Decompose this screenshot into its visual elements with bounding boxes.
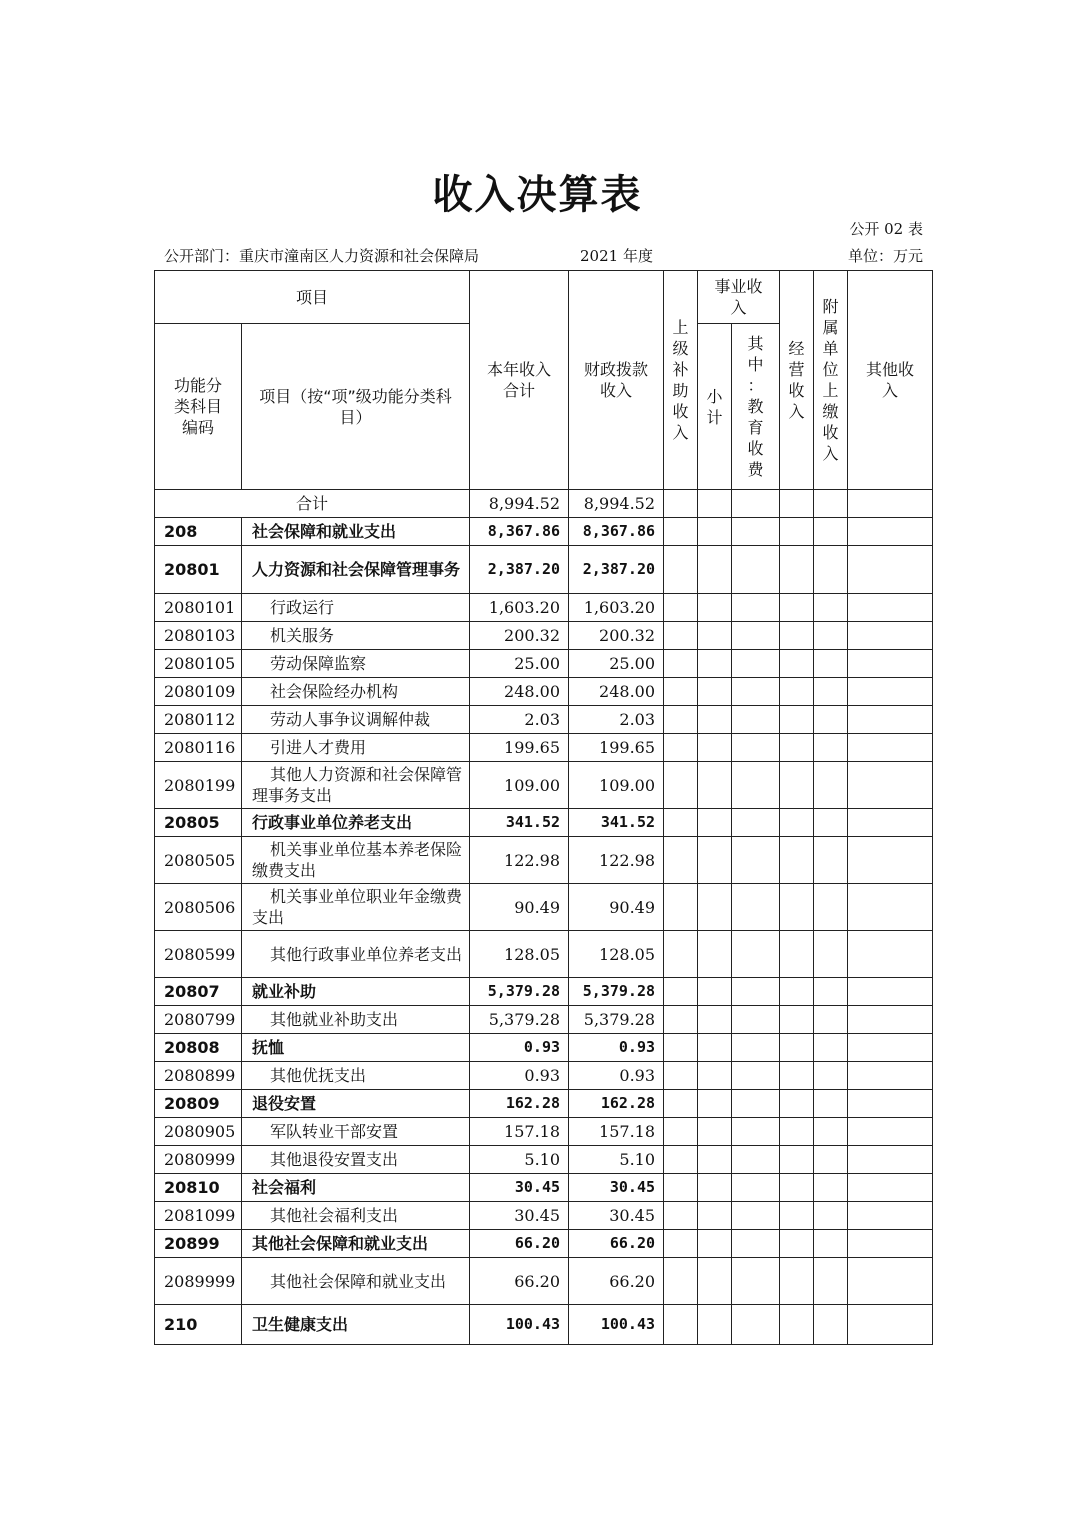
empty-cell	[780, 762, 814, 809]
row-total-income: 5.10	[470, 1146, 569, 1174]
empty-cell	[698, 1146, 732, 1174]
row-code: 2080116	[155, 734, 242, 762]
row-total-income: 66.20	[470, 1258, 569, 1305]
empty-cell	[732, 931, 780, 978]
row-code: 208	[155, 518, 242, 546]
empty-cell	[732, 1174, 780, 1202]
row-name: 卫生健康支出	[242, 1305, 470, 1345]
empty-cell	[848, 837, 933, 884]
empty-cell	[814, 1118, 848, 1146]
empty-cell	[664, 1258, 698, 1305]
empty-cell	[698, 1305, 732, 1345]
row-name: 其他社会福利支出	[242, 1202, 470, 1230]
row-name: 军队转业干部安置	[242, 1118, 470, 1146]
row-total-income: 1,603.20	[470, 594, 569, 622]
empty-cell	[698, 1062, 732, 1090]
empty-cell	[732, 1230, 780, 1258]
total-label: 合计	[155, 490, 470, 518]
row-fiscal: 25.00	[569, 650, 664, 678]
table-row	[155, 884, 933, 931]
empty-cell	[698, 978, 732, 1006]
empty-cell	[780, 1090, 814, 1118]
row-code: 2080505	[155, 837, 242, 884]
empty-cell	[664, 809, 698, 837]
empty-cell	[780, 1258, 814, 1305]
empty-cell	[814, 1202, 848, 1230]
table-row	[155, 1305, 933, 1345]
row-total-income: 0.93	[470, 1034, 569, 1062]
row-fiscal: 5,379.28	[569, 978, 664, 1006]
row-code: 2080103	[155, 622, 242, 650]
row-total-income: 30.45	[470, 1174, 569, 1202]
row-code: 2080199	[155, 762, 242, 809]
row-fiscal: 5.10	[569, 1146, 664, 1174]
empty-cell	[780, 1006, 814, 1034]
empty-cell	[848, 884, 933, 931]
row-code: 2080109	[155, 678, 242, 706]
row-total-income: 2.03	[470, 706, 569, 734]
row-name: 其他人力资源和社会保障管理事务支出	[242, 762, 470, 809]
row-code: 2080105	[155, 650, 242, 678]
row-name: 就业补助	[242, 978, 470, 1006]
row-total-income: 30.45	[470, 1202, 569, 1230]
table-row	[155, 1006, 933, 1034]
empty-cell	[848, 978, 933, 1006]
empty-cell	[814, 678, 848, 706]
row-fiscal: 1,603.20	[569, 594, 664, 622]
row-name: 社会福利	[242, 1174, 470, 1202]
row-total-income: 109.00	[470, 762, 569, 809]
empty-cell	[848, 1006, 933, 1034]
row-code: 20801	[155, 546, 242, 594]
row-name: 社会保障和就业支出	[242, 518, 470, 546]
empty-cell	[698, 1034, 732, 1062]
row-fiscal: 2.03	[569, 706, 664, 734]
row-total-income: 128.05	[470, 931, 569, 978]
empty-cell	[814, 978, 848, 1006]
empty-cell	[848, 1174, 933, 1202]
income-table	[154, 270, 933, 1345]
row-fiscal: 66.20	[569, 1230, 664, 1258]
empty-cell	[848, 762, 933, 809]
empty-cell	[848, 1062, 933, 1090]
empty-cell	[664, 1146, 698, 1174]
empty-cell	[732, 837, 780, 884]
header-fiscal: 财政拨款收入	[569, 271, 664, 490]
empty-cell	[698, 734, 732, 762]
empty-cell	[732, 622, 780, 650]
empty-cell	[814, 762, 848, 809]
empty-cell	[698, 678, 732, 706]
table-row	[155, 978, 933, 1006]
empty-cell	[780, 678, 814, 706]
row-total-income: 157.18	[470, 1118, 569, 1146]
header-project: 项目	[155, 271, 470, 324]
empty-cell	[848, 1034, 933, 1062]
header-total-income: 本年收入合计	[470, 271, 569, 490]
table-row	[155, 931, 933, 978]
row-fiscal: 128.05	[569, 931, 664, 978]
empty-cell	[848, 1258, 933, 1305]
empty-cell	[664, 518, 698, 546]
header-code: 功能分类科目编码	[155, 324, 242, 490]
row-fiscal: 157.18	[569, 1118, 664, 1146]
empty-cell	[664, 931, 698, 978]
row-fiscal: 5,379.28	[569, 1006, 664, 1034]
empty-cell	[780, 1034, 814, 1062]
row-name: 其他优抚支出	[242, 1062, 470, 1090]
empty-cell	[698, 1118, 732, 1146]
row-fiscal: 66.20	[569, 1258, 664, 1305]
empty-cell	[698, 546, 732, 594]
row-total-income: 5,379.28	[470, 978, 569, 1006]
empty-cell	[780, 546, 814, 594]
row-name: 机关事业单位基本养老保险缴费支出	[242, 837, 470, 884]
table-row	[155, 1258, 933, 1305]
row-code: 2080899	[155, 1062, 242, 1090]
empty-cell	[780, 518, 814, 546]
row-total-income: 5,379.28	[470, 1006, 569, 1034]
empty-cell	[664, 1174, 698, 1202]
total-fiscal-value: 8,994.52	[569, 490, 664, 518]
row-fiscal: 100.43	[569, 1305, 664, 1345]
table-row	[155, 518, 933, 546]
empty-cell	[780, 931, 814, 978]
empty-cell	[732, 978, 780, 1006]
table-row	[155, 1174, 933, 1202]
empty-cell	[664, 1006, 698, 1034]
empty-cell	[664, 1062, 698, 1090]
empty-cell	[814, 594, 848, 622]
empty-cell	[780, 1118, 814, 1146]
empty-cell	[814, 931, 848, 978]
row-total-income: 200.32	[470, 622, 569, 650]
empty-cell	[848, 1230, 933, 1258]
row-code: 20805	[155, 809, 242, 837]
empty-cell	[664, 1305, 698, 1345]
empty-cell	[780, 837, 814, 884]
empty-cell	[698, 1258, 732, 1305]
header-business: 事业收入	[698, 271, 780, 324]
empty-cell	[732, 1202, 780, 1230]
table-row	[155, 1230, 933, 1258]
empty-cell	[814, 1090, 848, 1118]
row-code: 2080506	[155, 884, 242, 931]
empty-cell	[848, 1202, 933, 1230]
empty-cell	[664, 678, 698, 706]
row-name: 社会保险经办机构	[242, 678, 470, 706]
empty-cell	[698, 762, 732, 809]
row-code: 2080101	[155, 594, 242, 622]
row-fiscal: 30.45	[569, 1174, 664, 1202]
empty-cell	[780, 594, 814, 622]
table-row	[155, 1202, 933, 1230]
row-total-income: 100.43	[470, 1305, 569, 1345]
row-total-income: 25.00	[470, 650, 569, 678]
empty-cell	[732, 809, 780, 837]
empty-cell	[732, 1034, 780, 1062]
empty-cell	[814, 1258, 848, 1305]
empty-cell	[732, 1006, 780, 1034]
empty-cell	[814, 1006, 848, 1034]
row-name: 其他社会保障和就业支出	[242, 1230, 470, 1258]
empty-cell	[848, 734, 933, 762]
row-code: 2081099	[155, 1202, 242, 1230]
empty-cell	[814, 884, 848, 931]
row-code: 2080999	[155, 1146, 242, 1174]
table-row	[155, 650, 933, 678]
unit-label: 单位：万元	[847, 247, 923, 265]
empty-cell	[848, 931, 933, 978]
empty-cell	[664, 622, 698, 650]
row-fiscal: 8,367.86	[569, 518, 664, 546]
empty-cell	[664, 1202, 698, 1230]
empty-cell	[814, 622, 848, 650]
row-fiscal: 162.28	[569, 1090, 664, 1118]
empty-cell	[814, 1062, 848, 1090]
row-total-income: 66.20	[470, 1230, 569, 1258]
total-income-value: 8,994.52	[470, 490, 569, 518]
empty-cell	[698, 594, 732, 622]
row-name: 抚恤	[242, 1034, 470, 1062]
empty-cell	[664, 706, 698, 734]
row-fiscal: 200.32	[569, 622, 664, 650]
row-name: 其他退役安置支出	[242, 1146, 470, 1174]
row-code: 20808	[155, 1034, 242, 1062]
row-name: 其他就业补助支出	[242, 1006, 470, 1034]
empty-cell	[698, 1174, 732, 1202]
table-row	[155, 1062, 933, 1090]
row-name: 人力资源和社会保障管理事务	[242, 546, 470, 594]
row-fiscal: 248.00	[569, 678, 664, 706]
row-code: 2089999	[155, 1258, 242, 1305]
empty-cell	[814, 1305, 848, 1345]
empty-cell	[732, 546, 780, 594]
header-education: 其 中 ： 教 育 收 费	[732, 324, 780, 490]
empty-cell	[664, 546, 698, 594]
empty-cell	[698, 622, 732, 650]
empty-cell	[780, 1062, 814, 1090]
row-fiscal: 109.00	[569, 762, 664, 809]
empty-cell	[848, 1305, 933, 1345]
empty-cell	[780, 622, 814, 650]
empty-cell	[848, 1146, 933, 1174]
empty-cell	[698, 1006, 732, 1034]
empty-cell	[814, 1034, 848, 1062]
header-other: 其他收入	[848, 271, 933, 490]
empty-cell	[732, 1258, 780, 1305]
empty-cell	[732, 706, 780, 734]
table-row	[155, 809, 933, 837]
row-total-income: 341.52	[470, 809, 569, 837]
empty-cell	[848, 594, 933, 622]
row-total-income: 0.93	[470, 1062, 569, 1090]
empty-cell	[698, 518, 732, 546]
empty-cell	[814, 650, 848, 678]
empty-cell	[732, 762, 780, 809]
empty-cell	[732, 594, 780, 622]
header-affiliated: 附 属 单 位 上 缴 收 入	[814, 271, 848, 490]
empty-cell	[732, 518, 780, 546]
empty-cell	[814, 837, 848, 884]
empty-cell	[698, 884, 732, 931]
year-label: 2021 年度	[580, 247, 653, 265]
empty-cell	[814, 1174, 848, 1202]
header-superior: 上 级 补 助 收 入	[664, 271, 698, 490]
empty-cell	[698, 706, 732, 734]
empty-cell	[732, 650, 780, 678]
empty-cell	[780, 734, 814, 762]
table-row	[155, 706, 933, 734]
row-name: 退役安置	[242, 1090, 470, 1118]
empty-cell	[664, 978, 698, 1006]
empty-cell	[732, 734, 780, 762]
empty-cell	[780, 1230, 814, 1258]
row-name: 劳动人事争议调解仲裁	[242, 706, 470, 734]
page-title: 收入决算表	[432, 172, 643, 218]
row-code: 2080599	[155, 931, 242, 978]
header-subtotal: 小 计	[698, 324, 732, 490]
row-name: 劳动保障监察	[242, 650, 470, 678]
row-code: 20899	[155, 1230, 242, 1258]
row-name: 机关服务	[242, 622, 470, 650]
empty-cell	[848, 622, 933, 650]
empty-cell	[664, 1034, 698, 1062]
empty-cell	[848, 678, 933, 706]
table-row	[155, 762, 933, 809]
empty-cell	[814, 734, 848, 762]
row-name: 行政运行	[242, 594, 470, 622]
empty-cell	[732, 1062, 780, 1090]
form-number: 公开 02 表	[849, 220, 923, 238]
row-fiscal: 0.93	[569, 1034, 664, 1062]
row-code: 2080799	[155, 1006, 242, 1034]
row-code: 210	[155, 1305, 242, 1345]
row-fiscal: 2,387.20	[569, 546, 664, 594]
empty-cell	[814, 1230, 848, 1258]
empty-cell	[698, 1230, 732, 1258]
empty-cell	[814, 546, 848, 594]
empty-cell	[780, 1146, 814, 1174]
row-fiscal: 90.49	[569, 884, 664, 931]
row-name: 机关事业单位职业年金缴费支出	[242, 884, 470, 931]
table-row	[155, 622, 933, 650]
table-row	[155, 1090, 933, 1118]
row-total-income: 90.49	[470, 884, 569, 931]
empty-cell	[732, 1118, 780, 1146]
row-fiscal: 341.52	[569, 809, 664, 837]
empty-cell	[848, 518, 933, 546]
table-row	[155, 594, 933, 622]
row-code: 20807	[155, 978, 242, 1006]
empty-cell	[698, 931, 732, 978]
empty-cell	[780, 978, 814, 1006]
row-code: 2080112	[155, 706, 242, 734]
row-name: 其他社会保障和就业支出	[242, 1258, 470, 1305]
empty-cell	[664, 837, 698, 884]
row-name: 引进人才费用	[242, 734, 470, 762]
row-total-income: 199.65	[470, 734, 569, 762]
row-code: 20810	[155, 1174, 242, 1202]
empty-cell	[814, 518, 848, 546]
table-row	[155, 734, 933, 762]
header-operating: 经 营 收 入	[780, 271, 814, 490]
table-row	[155, 1034, 933, 1062]
empty-cell	[698, 809, 732, 837]
empty-cell	[848, 809, 933, 837]
row-name: 行政事业单位养老支出	[242, 809, 470, 837]
empty-cell	[664, 1118, 698, 1146]
empty-cell	[698, 650, 732, 678]
row-total-income: 8,367.86	[470, 518, 569, 546]
empty-cell	[732, 1146, 780, 1174]
row-fiscal: 122.98	[569, 837, 664, 884]
empty-cell	[780, 1305, 814, 1345]
row-total-income: 248.00	[470, 678, 569, 706]
empty-cell	[780, 1174, 814, 1202]
table-row	[155, 546, 933, 594]
empty-cell	[664, 1090, 698, 1118]
header-item: 项目（按“项”级功能分类科目）	[242, 324, 470, 490]
empty-cell	[664, 884, 698, 931]
table-row	[155, 837, 933, 884]
empty-cell	[664, 762, 698, 809]
row-name: 其他行政事业单位养老支出	[242, 931, 470, 978]
empty-cell	[732, 1090, 780, 1118]
empty-cell	[780, 706, 814, 734]
row-fiscal: 199.65	[569, 734, 664, 762]
empty-cell	[780, 1202, 814, 1230]
empty-cell	[732, 884, 780, 931]
empty-cell	[698, 837, 732, 884]
empty-cell	[814, 1146, 848, 1174]
empty-cell	[664, 594, 698, 622]
row-total-income: 162.28	[470, 1090, 569, 1118]
row-fiscal: 0.93	[569, 1062, 664, 1090]
row-fiscal: 30.45	[569, 1202, 664, 1230]
empty-cell	[664, 1230, 698, 1258]
empty-cell	[848, 650, 933, 678]
empty-cell	[732, 678, 780, 706]
table-row	[155, 1118, 933, 1146]
empty-cell	[848, 1090, 933, 1118]
empty-cell	[698, 1202, 732, 1230]
empty-cell	[814, 706, 848, 734]
empty-cell	[848, 706, 933, 734]
empty-cell	[732, 1305, 780, 1345]
empty-cell	[848, 1118, 933, 1146]
empty-cell	[780, 884, 814, 931]
table-row	[155, 1146, 933, 1174]
row-code: 2080905	[155, 1118, 242, 1146]
empty-cell	[664, 650, 698, 678]
empty-cell	[814, 809, 848, 837]
row-code: 20809	[155, 1090, 242, 1118]
table-row	[155, 678, 933, 706]
department-label: 公开部门：重庆市潼南区人力资源和社会保障局	[164, 247, 480, 265]
empty-cell	[780, 809, 814, 837]
empty-cell	[698, 1090, 732, 1118]
row-total-income: 2,387.20	[470, 546, 569, 594]
empty-cell	[780, 650, 814, 678]
empty-cell	[848, 546, 933, 594]
row-total-income: 122.98	[470, 837, 569, 884]
empty-cell	[664, 734, 698, 762]
